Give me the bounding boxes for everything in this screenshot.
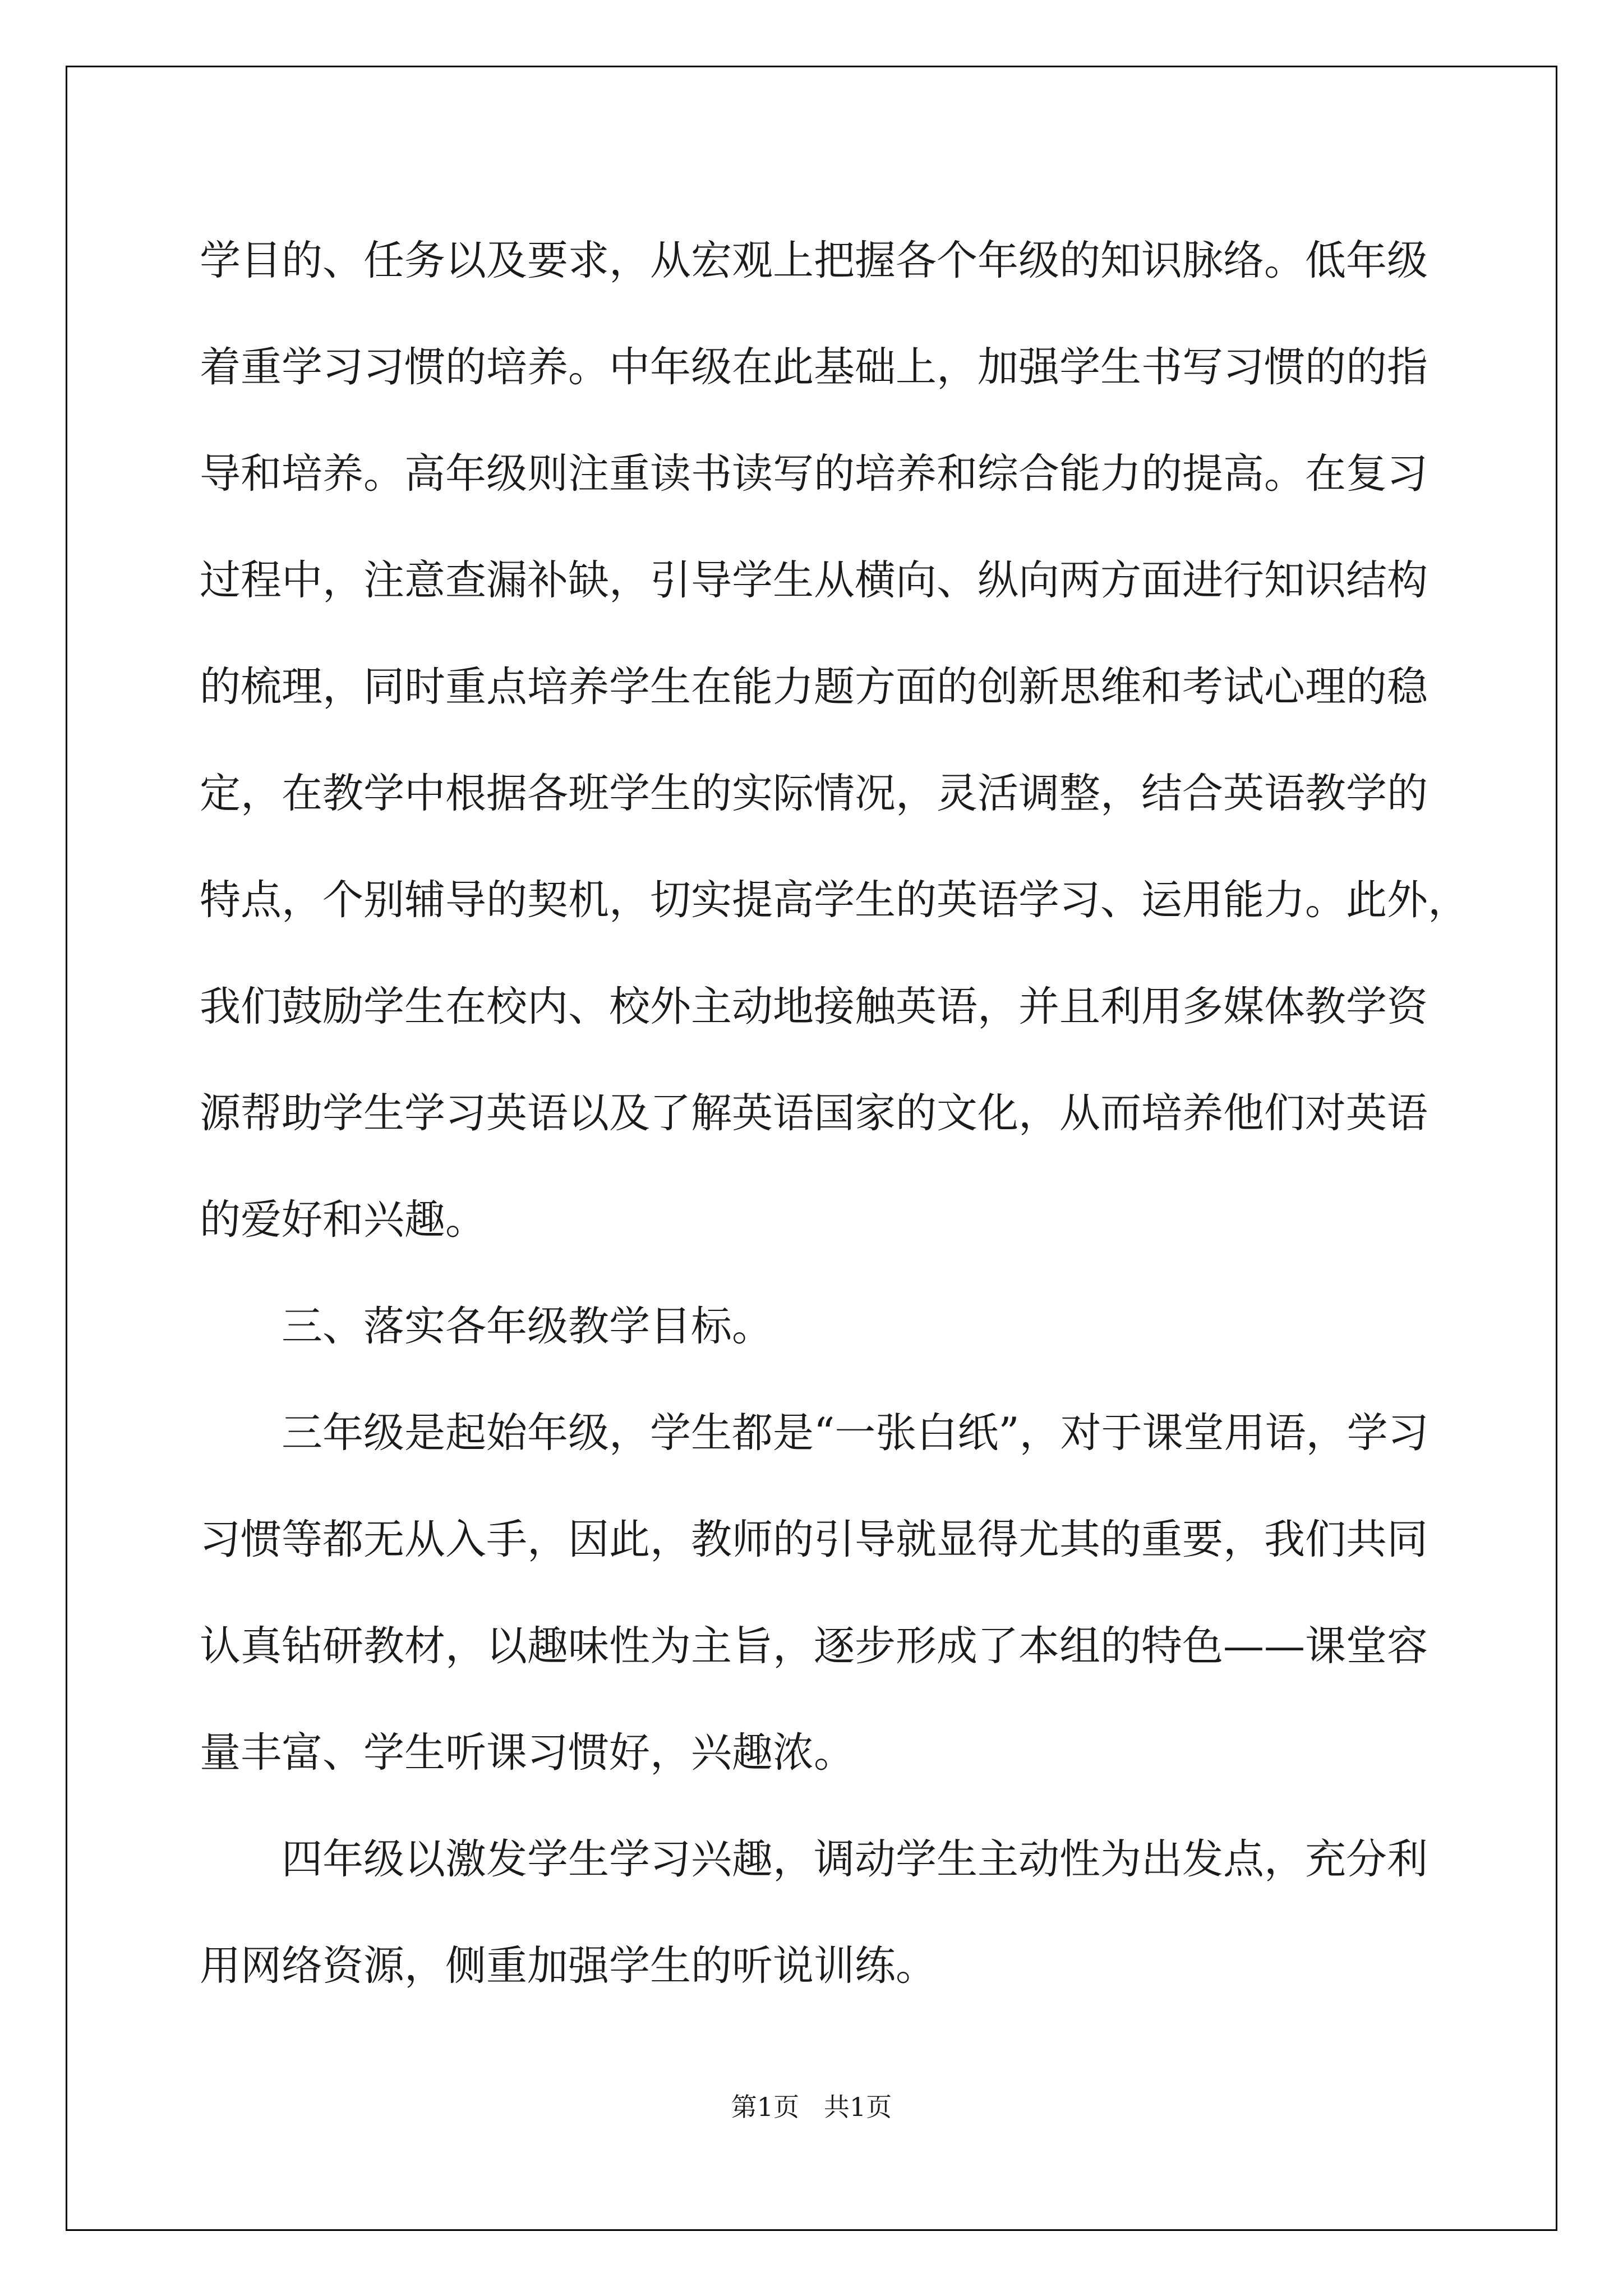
- text-line: 我们鼓励学生在校内、校外主动地接触英语，并且利用多媒体教学资: [200, 983, 1428, 1030]
- page-footer: 第1页 共1页: [731, 2092, 892, 2122]
- text-line: 导和培养。高年级则注重读书读写的培养和综合能力的提高。在复习: [200, 450, 1428, 498]
- text-line: 习惯等都无从入手，因此，教师的引导就显得尤其的重要，我们共同: [200, 1516, 1428, 1563]
- text-line: 定，在教学中根据各班学生的实际情况，灵活调整，结合英语教学的: [200, 770, 1428, 817]
- text-line: 着重学习习惯的培养。中年级在此基础上，加强学生书写习惯的的指: [200, 343, 1428, 391]
- text-line: 四年级以激发学生学习兴趣，调动学生主动性为出发点，充分利: [282, 1835, 1428, 1883]
- text-line: 三年级是起始年级，学生都是“一张白纸”，对于课堂用语，学习: [282, 1409, 1429, 1457]
- text-line: 认真钻研教材，以趣味性为主旨，逐步形成了本组的特色——课堂容: [200, 1622, 1428, 1670]
- text-line: 的梳理，同时重点培养学生在能力题方面的创新思维和考试心理的稳: [200, 663, 1428, 711]
- text-line: 量丰富、学生听课习惯好，兴趣浓。: [200, 1729, 855, 1777]
- text-line: 用网络资源，侧重加强学生的听说训练。: [200, 1942, 937, 1990]
- text-line: 的爱好和兴趣。: [200, 1196, 486, 1244]
- text-line: 过程中，注意查漏补缺，引导学生从横向、纵向两方面进行知识结构: [200, 556, 1428, 604]
- text-line: 特点，个别辅导的契机，切实提高学生的英语学习、运用能力。此外，: [200, 876, 1469, 924]
- text-line: 源帮助学生学习英语以及了解英语国家的文化，从而培养他们对英语: [200, 1089, 1428, 1137]
- section-heading: 三、落实各年级教学目标。: [282, 1303, 773, 1350]
- text-line: 学目的、任务以及要求，从宏观上把握各个年级的知识脉络。低年级: [200, 237, 1428, 284]
- document-body: [200, 208, 1469, 2019]
